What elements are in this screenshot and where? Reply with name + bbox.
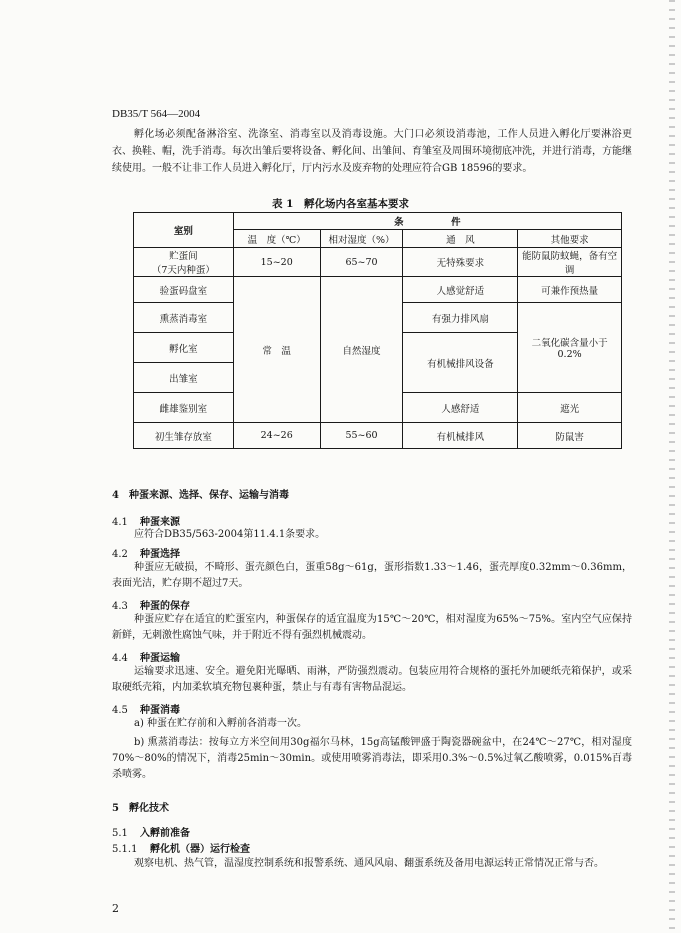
section-4-4-text: 运输要求迅速、安全。避免阳光曝晒、雨淋，严防强烈震动。包装应用符合规格的蛋托外加硬纸壳箱保护，或采取硬纸壳箱，内加柔软填充物包裹种蛋，禁止与有毒有害物品混运。 [112, 666, 632, 693]
section-5-1-1-text: 观察电机、热气管，温湿度控制系统和报警系统、通风风扇、翻蛋系统及备用电源运转正常情况正常与否。 [134, 858, 604, 869]
section-4-3-text: 种蛋应贮存在适宜的贮蛋室内，种蛋保存的适宜温度为15℃～20℃，相对湿度为65%～75%。室内空气应保持新鲜，无刺激性腐蚀气味，并于附近不得有强烈机械震动。 [112, 614, 632, 641]
section-number: 4.5 [112, 705, 128, 716]
section-5-1-heading [112, 824, 190, 839]
section-4-4-heading [112, 649, 180, 664]
section-4-5-item-a: a) 种蛋在贮存前和入孵前各消毒一次。 [134, 718, 308, 729]
ventilation-cell: 人感觉舒适 [403, 277, 518, 303]
section-number: 4.4 [112, 653, 128, 664]
ventilation-cell: 有机械排风 [403, 423, 518, 449]
header-conditions: 条 件 [233, 213, 621, 230]
section-4-2-text: 种蛋应无破损，不畸形、蛋壳颜色白，蛋重58g～61g，蛋形指数1.33～1.46，蛋壳厚度0.32mm～0.36mm，表面光洁，贮存期不超过7天。 [112, 562, 632, 589]
table-title: 表 1 孵化场内各室基本要求 [272, 198, 409, 210]
section-4-1-text: 应符合DB35/563-2004第11.4.1条要求。 [134, 529, 326, 540]
section-number: 4.3 [112, 601, 128, 612]
ventilation-cell: 人感舒适 [403, 393, 518, 423]
table-row [134, 277, 622, 303]
section-4-3-heading [112, 597, 190, 612]
table-header-row [134, 213, 622, 230]
scan-edge-marks [669, 0, 675, 933]
section-4-title: 4 种蛋来源、选择、保存、运输与消毒 [112, 490, 289, 501]
header-temperature: 温 度（℃） [233, 230, 320, 248]
other-cell: 二氧化碳含量小于 0.2% [518, 303, 622, 393]
section-title: 入孵前准备 [140, 828, 190, 839]
section-4-5-item-b: b) 熏蒸消毒法：按每立方米空间用30g福尔马林，15g高锰酸钾盛于陶瓷器碗盆中，在24℃～27℃，相对湿度70%～80%的情况下，消毒25min～30min。或使用喷雾消毒法，即采用0.3%～0.5%过氧乙酸喷雾，0.015%百毒杀喷雾。 [112, 737, 632, 780]
section-title: 孵化机（器）运行检查 [150, 844, 250, 855]
document-code: DB35/T 564—2004 [112, 108, 201, 120]
section-title: 种蛋的保存 [140, 601, 190, 612]
temperature-merged-cell: 常 温 [233, 277, 320, 423]
section-4-2-heading [112, 545, 180, 560]
section-number: 5.1 [112, 828, 128, 839]
section-number: 4.2 [112, 549, 128, 560]
page-number: 2 [112, 902, 119, 915]
room-note: （7天内种蛋） [151, 265, 215, 276]
humidity-merged-cell: 自然湿度 [320, 277, 403, 423]
section-5-1-1-heading [112, 840, 250, 855]
section-number: 5.1.1 [112, 844, 138, 855]
other-cell: 能防鼠防蚊蝇，备有空调 [518, 248, 622, 277]
table-row [134, 423, 622, 449]
section-number: 4.1 [112, 517, 128, 528]
header-room: 室别 [134, 213, 234, 248]
room-cell: 熏蒸消毒室 [134, 303, 234, 333]
room-name: 贮蛋间 [169, 251, 198, 262]
section-5-title: 5 孵化技术 [112, 803, 169, 814]
intro-paragraph: 孵化场必须配备淋浴室、洗涤室、消毒室以及消毒设施。大门口必须设消毒池，工作人员进入孵化厅要淋浴更衣、换鞋、帽，洗手消毒。每次出雏后要将设备、孵化间、出雏间、育雏室及周围环境彻底冲洗，并进行消毒，方能继续使用。一般不让非工作人员进入孵化厅，厅内污水及废弃物的处理应符合GB 18596的要求。 [112, 129, 632, 174]
room-cell: 雌雄鉴别室 [134, 393, 234, 423]
room-cell: 孵化室 [134, 333, 234, 363]
temperature-cell: 24~26 [233, 423, 320, 449]
section-title: 种蛋选择 [140, 549, 180, 560]
other-cell: 遮光 [518, 393, 622, 423]
section-title: 种蛋来源 [140, 517, 180, 528]
section-title: 种蛋运输 [140, 653, 180, 664]
header-other: 其他要求 [518, 230, 622, 248]
table-row [134, 248, 622, 277]
other-cell: 防鼠害 [518, 423, 622, 449]
header-ventilation: 通 风 [403, 230, 518, 248]
section-title: 种蛋消毒 [140, 705, 180, 716]
ventilation-cell: 有机械排风设备 [403, 333, 518, 393]
requirements-table [133, 212, 622, 449]
ventilation-cell: 无特殊要求 [403, 248, 518, 277]
room-cell [134, 248, 234, 277]
humidity-cell: 55~60 [320, 423, 403, 449]
other-cell: 可兼作预热量 [518, 277, 622, 303]
room-cell: 初生雏存放室 [134, 423, 234, 449]
temperature-cell: 15~20 [233, 248, 320, 277]
section-4-1-heading [112, 513, 180, 528]
room-cell: 出雏室 [134, 363, 234, 393]
humidity-cell: 65~70 [320, 248, 403, 277]
ventilation-cell: 有强力排风扇 [403, 303, 518, 333]
room-cell: 验蛋码盘室 [134, 277, 234, 303]
section-4-5-heading [112, 701, 180, 716]
header-humidity: 相对湿度（%） [320, 230, 403, 248]
